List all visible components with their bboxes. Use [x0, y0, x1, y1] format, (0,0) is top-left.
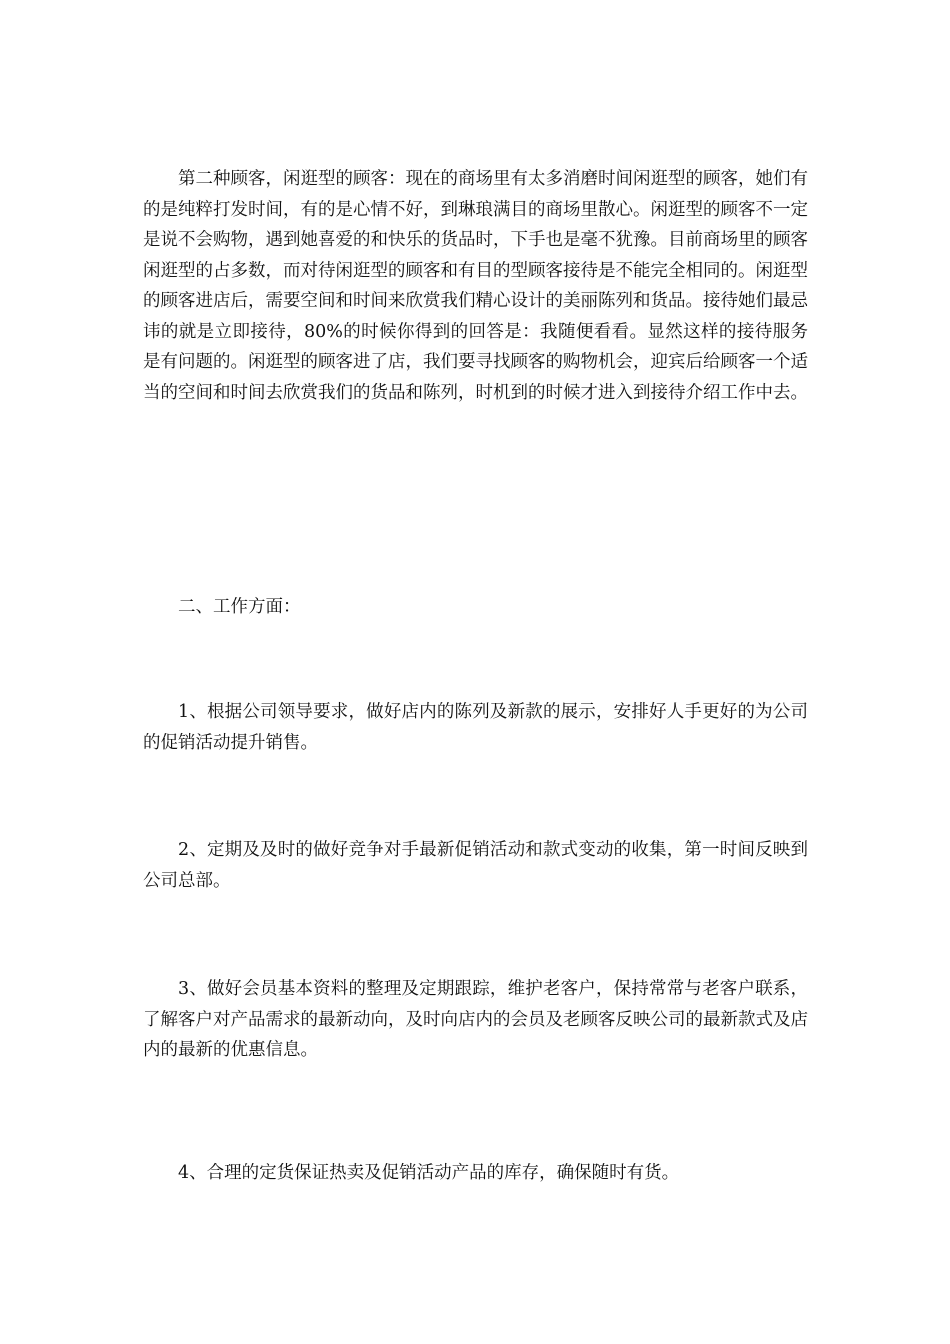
list-item-2: 2、定期及及时的做好竞争对手最新促销活动和款式变动的收集，第一时间反映到公司总部。	[143, 840, 808, 891]
list-item-3: 3、做好会员基本资料的整理及定期跟踪，维护老客户，保持常常与老客户联系，了解客户对产品需求的最新动向，及时向店内的会员及老顾客反映公司的最新款式及店内的最新的优惠信息。	[143, 979, 808, 1060]
list-item-4: 4、合理的定货保证热卖及促销活动产品的库存，确保随时有货。	[178, 1163, 680, 1183]
section-heading-work: 二、工作方面：	[178, 597, 301, 617]
paragraph-browsing-customers: 第二种顾客，闲逛型的顾客：现在的商场里有太多消磨时间闲逛型的顾客，她们有的是纯粹打发时间，有的是心情不好，到琳琅满目的商场里散心。闲逛型的顾客不一定是说不会购物，遇到她喜爱的和快乐的货品时，下手也是毫不犹豫。目前商场里的顾客闲逛型的占多数，而对待闲逛型的顾客和有目的型顾客接待是不能完全相同的。闲逛型的顾客进店后，需要空间和时间来欣赏我们精心设计的美丽陈列和货品。接待她们最忌讳的就是立即接待，80%的时候你得到的回答是：我随便看看。显然这样的接待服务是有问题的。闲逛型的顾客进了店，我们要寻找顾客的购物机会，迎宾后给顾客一个适当的空间和时间去欣赏我们的货品和陈列，时机到的时候才进入到接待介绍工作中去。	[143, 169, 808, 403]
list-item-1: 1、根据公司领导要求，做好店内的陈列及新款的展示，安排好人手更好的为公司的促销活动提升销售。	[143, 702, 808, 753]
